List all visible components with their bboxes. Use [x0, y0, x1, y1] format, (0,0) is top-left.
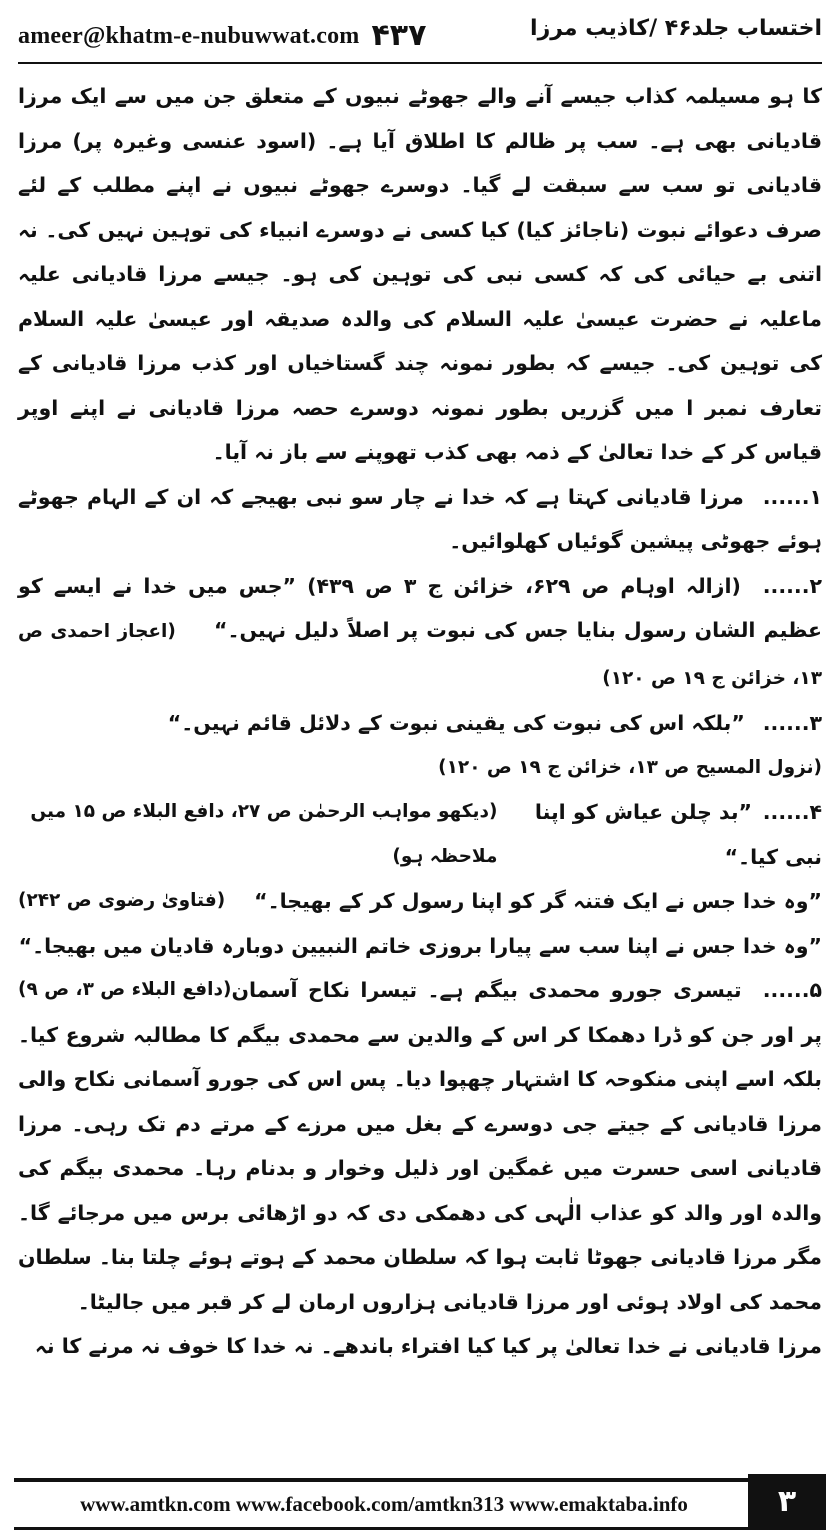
item-4-quote-2-reference: (فتاویٰ رضوی ص ۲۴۲)	[18, 890, 226, 911]
item-5-text: تیسری جورو محمدی بیگم ہے۔ تیسرا نکاح آسمان پر اور جن کو ڈرا دھمکا کر اس کے والدین سے محمدی بیگم کا مطالبہ شروع کیا۔ بلکہ اسے اپنی منکوحہ کا اشتہار چھپوا دیا۔ پس اس کی جورو آسمانی نکاح والی مرزا قادیانی کے جیتے جی دوسرے کے بغل میں مرزے کے مرتے دم تک رہی۔ مرزا قادیانی اسی حسرت میں غمگین اور ذلیل وخوار و بدنام رہا۔ محمدی بیگم کی والدہ اور والد کو عذاب الٰہی کی دھمکی دی کہ دو اڑھائی برس میں مرجائے گا۔ مگر مرزا قادیانی جھوٹا ثابت ہوا کہ سلطان محمد کے ہوتے ہوئے چلتا بنا۔ سلطان محمد کی اولاد ہوئی اور مرزا قادیانی ہزاروں ارمان لے کر قبر میں جالیٹا۔	[18, 978, 822, 1314]
item-3	[18, 701, 822, 746]
item-3-reference: (نزول المسیح ص ۱۳، خزائن ج ۱۹ ص ۱۲۰)	[438, 756, 822, 778]
item-5-number: ۵......	[762, 978, 822, 1002]
item-2-number: ۲......	[762, 573, 823, 598]
item-2-text: (ازالہ اوہام ص ۶۲۹، خزائن ج ۳ ص ۴۳۹) ”جس میں خدا نے ایسے کو عظیم الشان رسول بنایا جس کی نبوت پر اصلاً دلیل نہیں۔“	[18, 573, 822, 642]
page-footer	[14, 1478, 826, 1530]
page-body	[18, 74, 822, 1369]
item-2-reference: (اعجاز احمدی ص ۱۳، خزائن ج ۱۹ ص ۱۲۰)	[18, 621, 822, 689]
item-3-text: ”بلکہ اس کی نبوت کی یقینی نبوت کے دلائل قائم نہیں۔“	[167, 711, 745, 735]
item-4-quote-3-text: ”وہ خدا جس نے اپنا سب سے پیارا بروزی خاتم النبیین دوبارہ قادیان میں بھیجا۔“	[18, 933, 822, 958]
item-5	[18, 968, 822, 1324]
item-4-quote-2	[18, 879, 822, 924]
header-divider	[18, 62, 822, 64]
footer-links[interactable]: www.amtkn.com www.facebook.com/amtkn313 www.emaktaba.info	[80, 1492, 688, 1516]
item-4-quote-1	[18, 790, 822, 879]
intro-paragraph: کا ہو مسیلمہ کذاب جیسے آنے والے جھوٹے نبیوں کے متعلق جن میں سے ایک مرزا قادیانی بھی ہے۔ سب پر ظالم کا اطلاق آیا ہے۔ (اسود عنسی وغیرہ پر) مرزا قادیانی تو سب سے سبقت لے گیا۔ دوسرے جھوٹے نبیوں نے اپنے مطلب کے لئے صرف دعوائے نبوت (ناجائز کیا) کیا کسی نے دوسرے انبیاء کی توہین نہیں کی۔ نہ اتنی بے حیائی کی کہ کسی نبی کی توہین کی ہو۔ جیسے مرزا قادیانی علیہ ماعلیہ نے حضرت عیسیٰ علیہ السلام کی والدہ صدیقہ اور عیسیٰ علیہ السلام کی توہین کی۔ جیسے کہ بطور نمونہ چند گستاخیاں اور کذب مرزا قادیانی کے تعارف نمبر ا میں گزریں بطور نمونہ دوسرے حصہ مرزا قادیانی نے اپنے اوپر قیاس کر کے خدا تعالیٰ کے ذمہ بھی کذب تھوپنے سے باز نہ آیا۔	[18, 84, 822, 464]
closing-paragraph: مرزا قادیانی نے خدا تعالیٰ پر کیا کیا افتراء باندھے۔ نہ خدا کا خوف نہ مرنے کا نہ	[34, 1334, 822, 1358]
header-left	[18, 18, 426, 53]
item-4-number: ۴......	[762, 800, 822, 824]
footer-page-number: ۳	[748, 1474, 826, 1530]
item-4-quote-1-reference: (دیکھو مواہب الرحمٰن ص ۲۷، دافع البلاء ص ۱۵ میں ملاحظہ ہو)	[30, 801, 498, 867]
item-1-number: ۱......	[762, 484, 822, 509]
item-4-quote-2-text: ”وہ خدا جس نے ایک فتنہ گر کو اپنا رسول کر کے بھیجا۔“	[254, 889, 822, 913]
page-header	[18, 12, 822, 58]
item-4-quote-3	[18, 924, 822, 1000]
item-4-quote-3-reference: (دافع البلاء ص ۳، ص ۹)	[18, 979, 232, 1000]
item-1	[18, 475, 822, 564]
item-1-text: مرزا قادیانی کہتا ہے کہ خدا نے چار سو نبی بھیجے کہ ان کے الہام جھوٹے ہوئے جھوٹی پیشین گوئیاں کھلوائیں۔	[18, 484, 822, 553]
item-4-quote-1-text: ”بد چلن عیاش کو اپنا نبی کیا۔“	[534, 800, 822, 869]
header-email: ameer@khatm-e-nubuwwat.com	[18, 23, 360, 49]
item-3-number: ۳......	[762, 711, 822, 735]
item-2	[18, 564, 822, 702]
header-page-number: ۴۳۷	[371, 18, 427, 53]
header-title: اختساب جلد۴۶ /کاذیب مرزا	[530, 16, 822, 41]
